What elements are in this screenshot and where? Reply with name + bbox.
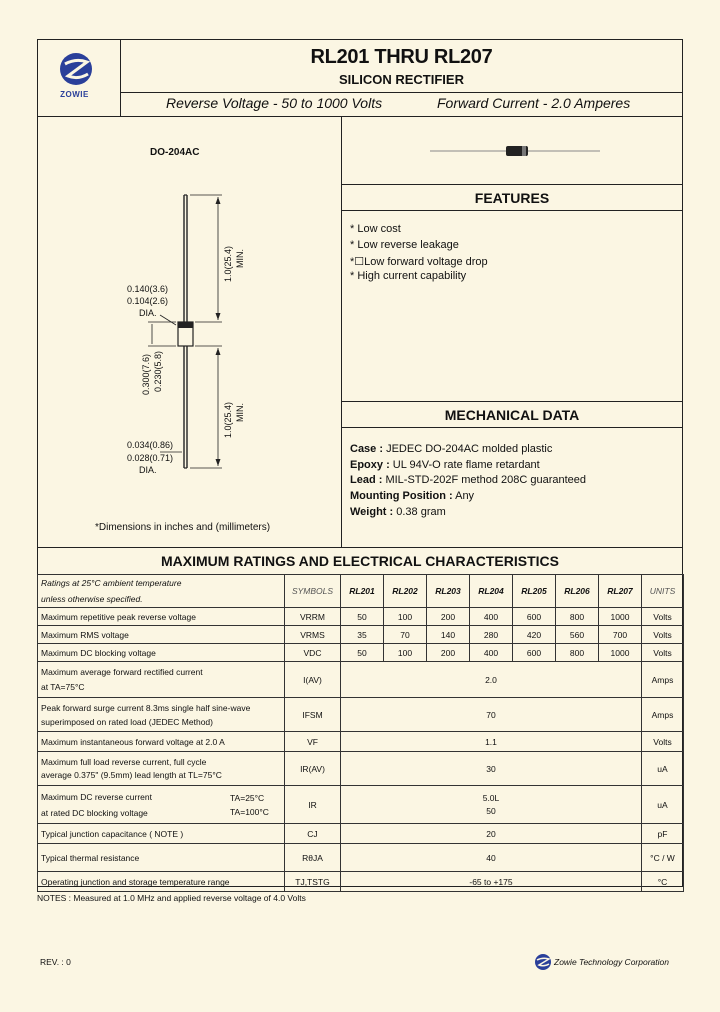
- unit-cell: °C / W: [642, 844, 684, 872]
- symbol-cell: TJ,TSTG: [285, 872, 341, 892]
- mech-label: Weight :: [350, 506, 394, 518]
- unit-cell: Volts: [642, 732, 684, 752]
- header-divider: [120, 92, 683, 93]
- param-cell: Maximum DC blocking voltage: [38, 644, 285, 662]
- mech-label: Lead :: [350, 474, 383, 486]
- table-row: [38, 608, 684, 626]
- symbol-cell: IR(AV): [285, 752, 341, 786]
- table-header-row: [38, 575, 684, 608]
- zowie-small-logo-icon: [534, 953, 552, 971]
- value-cell: 280: [470, 626, 513, 644]
- param-cell: [38, 752, 285, 786]
- mech-value: UL 94V-O rate flame retardant: [389, 459, 540, 471]
- body-length-max: 0.300(7.6): [141, 353, 151, 395]
- value-cell: 420: [513, 626, 556, 644]
- table-row: [38, 662, 684, 698]
- param-line: superimposed on rated load (JEDEC Method): [41, 716, 213, 727]
- mech-value: JEDEC DO-204AC molded plastic: [383, 443, 553, 455]
- wire-diameter-max: 0.034(0.86): [127, 440, 174, 450]
- mech-top-divider: [341, 401, 683, 402]
- value-cell: 20: [341, 824, 642, 844]
- mech-label: Case :: [350, 443, 384, 455]
- value-cell: 30: [341, 752, 642, 786]
- symbol-cell: RθJA: [285, 844, 341, 872]
- temp-condition: TA=100°C: [230, 807, 269, 817]
- features-title-divider: [341, 210, 683, 211]
- feature-item: * Low cost: [350, 223, 401, 235]
- mech-title-divider: [341, 427, 683, 428]
- param-line: at TA=75°C: [41, 682, 85, 692]
- table-row: [38, 698, 684, 732]
- conditions-line: unless otherwise specified.: [41, 594, 143, 604]
- header-bottom-divider: [37, 116, 683, 117]
- table-row: [38, 824, 684, 844]
- part-header: RL204: [470, 575, 513, 608]
- brand-name: ZOWIE: [60, 90, 89, 99]
- mech-row-lead: [350, 474, 586, 486]
- unit-cell: Volts: [642, 644, 684, 662]
- bottom-lead-min-label: MIN.: [235, 403, 245, 422]
- value-cell: 70: [384, 626, 427, 644]
- value-cell: 35: [341, 626, 384, 644]
- mech-row-epoxy: [350, 459, 540, 471]
- mech-value: Any: [452, 490, 475, 502]
- mech-value: MIL-STD-202F method 208C guaranteed: [382, 474, 587, 486]
- param-cell: Maximum repetitive peak reverse voltage: [38, 608, 285, 626]
- part-header: RL207: [599, 575, 642, 608]
- table-row: [38, 752, 684, 786]
- value-cell: 400: [470, 644, 513, 662]
- value-cell: 600: [513, 644, 556, 662]
- mech-row-weight: [350, 506, 446, 518]
- value-cell: 600: [513, 608, 556, 626]
- unit-cell: Volts: [642, 608, 684, 626]
- value-cell: 40: [341, 844, 642, 872]
- reverse-voltage-spec: Reverse Voltage - 50 to 1000 Volts: [166, 95, 383, 111]
- unit-cell: °C: [642, 872, 684, 892]
- mech-row-case: [350, 443, 552, 455]
- ratings-top-divider: [37, 547, 683, 548]
- value-cell: 1000: [599, 644, 642, 662]
- value-cell: 560: [556, 626, 599, 644]
- part-header: RL201: [341, 575, 384, 608]
- ratings-title: MAXIMUM RATINGS AND ELECTRICAL CHARACTERISTICS: [161, 553, 559, 569]
- value-cell: 800: [556, 608, 599, 626]
- param-line: Maximum DC reverse current: [41, 791, 152, 802]
- unit-cell: uA: [642, 786, 684, 824]
- part-header: RL202: [384, 575, 427, 608]
- param-cell: Typical junction capacitance ( NOTE ): [38, 824, 285, 844]
- param-line: Peak forward surge current 8.3ms single half sine-wave: [41, 702, 251, 713]
- symbol-cell: I(AV): [285, 662, 341, 698]
- value-cell: 50: [341, 644, 384, 662]
- param-cell: Typical thermal resistance: [38, 844, 285, 872]
- value-cell: 1.1: [341, 732, 642, 752]
- param-cell: [38, 786, 285, 824]
- dimensions-note: *Dimensions in inches and (millimeters): [95, 522, 271, 533]
- wire-diameter-min: 0.028(0.71): [127, 453, 174, 463]
- symbol-cell: IFSM: [285, 698, 341, 732]
- table-row: [38, 872, 684, 892]
- revision-label: REV. : 0: [40, 957, 71, 967]
- package-name: DO-204AC: [150, 147, 200, 158]
- param-line: Maximum full load reverse current, full cycle: [41, 757, 207, 767]
- value-cell: 700: [599, 626, 642, 644]
- part-header: RL203: [427, 575, 470, 608]
- value-cell: 200: [427, 608, 470, 626]
- table-row: [38, 626, 684, 644]
- symbol-cell: VRMS: [285, 626, 341, 644]
- top-lead-length: 1.0(25.4): [223, 245, 233, 282]
- value-cell: 50: [341, 608, 384, 626]
- units-header: UNITS: [642, 575, 684, 608]
- value-line: 5.0L: [482, 793, 500, 803]
- ratings-table: [37, 574, 684, 892]
- symbol-cell: CJ: [285, 824, 341, 844]
- value-cell: 100: [384, 644, 427, 662]
- feature-item: * Low reverse leakage: [350, 239, 459, 251]
- mech-label: Epoxy :: [350, 459, 390, 471]
- value-cell: 400: [470, 608, 513, 626]
- diode-photo-icon: [430, 144, 600, 158]
- mech-value: 0.38 gram: [393, 506, 446, 518]
- mid-divider: [341, 116, 342, 547]
- symbol-cell: VRRM: [285, 608, 341, 626]
- body-diameter-dia-label: DIA.: [139, 308, 157, 318]
- unit-cell: Volts: [642, 626, 684, 644]
- value-cell: 100: [384, 608, 427, 626]
- table-row: [38, 732, 684, 752]
- temp-condition: TA=25°C: [230, 793, 265, 803]
- param-line: Maximum average forward rectified current: [41, 667, 203, 677]
- value-cell: 140: [427, 626, 470, 644]
- table-notes: NOTES : Measured at 1.0 MHz and applied reverse voltage of 4.0 Volts: [37, 893, 306, 903]
- symbol-cell: IR: [285, 786, 341, 824]
- value-cell: 70: [341, 698, 642, 732]
- features-top-divider: [341, 184, 683, 185]
- corporation-name: Zowie Technology Corporation: [554, 957, 669, 967]
- forward-current-spec: Forward Current - 2.0 Amperes: [437, 95, 631, 111]
- features-title: FEATURES: [474, 190, 550, 206]
- table-row: [38, 844, 684, 872]
- symbol-cell: VDC: [285, 644, 341, 662]
- param-line: average 0.375" (9.5mm) lead length at TL=75°C: [41, 770, 222, 780]
- param-cell: [38, 698, 285, 732]
- unit-cell: uA: [642, 752, 684, 786]
- value-cell: [341, 786, 642, 824]
- feature-item: * High current capability: [350, 270, 467, 282]
- part-header: RL206: [556, 575, 599, 608]
- wire-diameter-dia-label: DIA.: [139, 465, 157, 475]
- mech-row-mounting: [350, 490, 474, 502]
- unit-cell: Amps: [642, 662, 684, 698]
- value-cell: -65 to +175: [341, 872, 642, 892]
- value-cell: 800: [556, 644, 599, 662]
- body-diameter-min: 0.104(2.6): [127, 296, 169, 306]
- param-line: at rated DC blocking voltage: [41, 807, 148, 818]
- value-cell: 2.0: [341, 662, 642, 698]
- table-row: [38, 786, 684, 824]
- body-diameter-max: 0.140(3.6): [127, 284, 169, 294]
- unit-cell: Amps: [642, 698, 684, 732]
- value-cell: 200: [427, 644, 470, 662]
- part-header: RL205: [513, 575, 556, 608]
- feature-item: *☐Low forward voltage drop: [350, 256, 488, 268]
- mech-label: Mounting Position :: [350, 490, 453, 502]
- unit-cell: pF: [642, 824, 684, 844]
- mechanical-title: MECHANICAL DATA: [444, 407, 580, 423]
- zowie-logo-icon: [58, 50, 94, 88]
- top-lead-min-label: MIN.: [235, 249, 245, 268]
- symbol-cell: VF: [285, 732, 341, 752]
- body-length-min: 0.230(5.8): [153, 350, 163, 392]
- table-row: [38, 644, 684, 662]
- param-cell: Maximum RMS voltage: [38, 626, 285, 644]
- page-subtitle: SILICON RECTIFIER: [339, 72, 464, 87]
- value-cell: 1000: [599, 608, 642, 626]
- param-cell: [38, 662, 285, 698]
- symbols-header: SYMBOLS: [285, 575, 341, 608]
- page-title: RL201 THRU RL207: [310, 46, 493, 68]
- conditions-cell: [38, 575, 285, 608]
- bottom-lead-length: 1.0(25.4): [223, 401, 233, 438]
- conditions-line: Ratings at 25°C ambient temperature: [41, 578, 182, 588]
- param-cell: Maximum instantaneous forward voltage at 2.0 A: [38, 732, 285, 752]
- param-cell: Operating junction and storage temperature range: [38, 872, 285, 892]
- value-line: 50: [486, 806, 496, 816]
